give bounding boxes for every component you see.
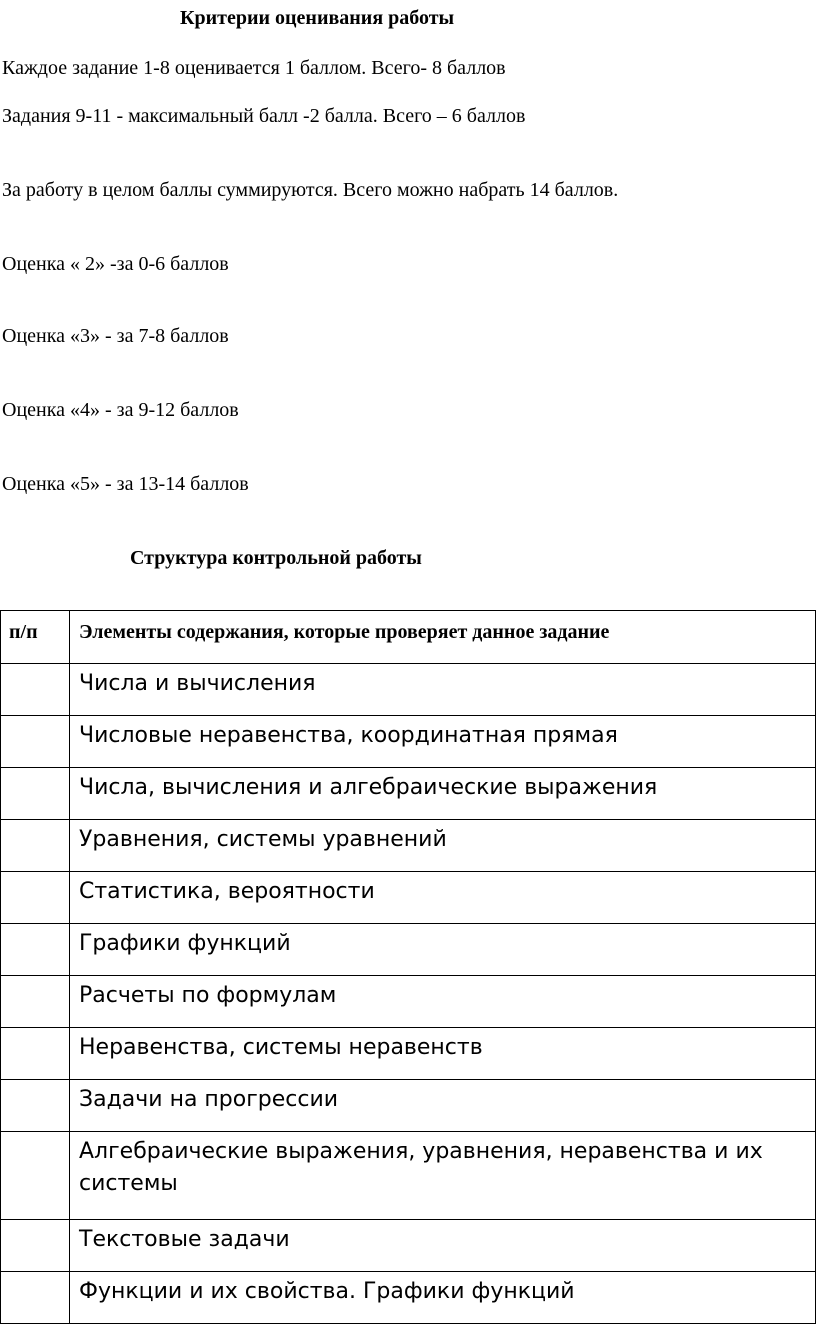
table-row bbox=[1, 820, 816, 872]
structure-title: Структура контрольной работы bbox=[130, 547, 422, 569]
table-row bbox=[1, 1132, 816, 1220]
row-text-cell: Числовые неравенства, координатная прямая bbox=[70, 716, 816, 768]
criteria-line-2: Задания 9-11 - максимальный балл -2 балла. Всего – 6 баллов bbox=[2, 105, 526, 127]
row-text-cell: Числа и вычисления bbox=[70, 664, 816, 716]
table-row bbox=[1, 1028, 816, 1080]
row-text-cell: Графики функций bbox=[70, 924, 816, 976]
row-number-cell bbox=[1, 1080, 70, 1132]
grade-4-line: Оценка «4» - за 9-12 баллов bbox=[2, 399, 239, 421]
row-number-cell bbox=[1, 924, 70, 976]
row-text-cell: Числа, вычисления и алгебраические выражения bbox=[70, 768, 816, 820]
header-content-elements: Элементы содержания, которые проверяет данное задание bbox=[70, 611, 816, 664]
grade-5-line: Оценка «5» - за 13-14 баллов bbox=[2, 473, 249, 495]
row-number-cell bbox=[1, 1028, 70, 1080]
table-row bbox=[1, 924, 816, 976]
criteria-line-3: За работу в целом баллы суммируются. Всего можно набрать 14 баллов. bbox=[2, 179, 619, 201]
table-row bbox=[1, 872, 816, 924]
row-text-cell: Функции и их свойства. Графики функций bbox=[70, 1272, 816, 1324]
row-number-cell bbox=[1, 768, 70, 820]
table-row bbox=[1, 664, 816, 716]
table-header-row bbox=[1, 611, 816, 664]
grade-2-line: Оценка « 2» -за 0-6 баллов bbox=[2, 253, 229, 275]
row-text-cell: Статистика, вероятности bbox=[70, 872, 816, 924]
row-number-cell bbox=[1, 1132, 70, 1220]
grade-3-line: Оценка «3» - за 7-8 баллов bbox=[2, 325, 229, 347]
row-number-cell bbox=[1, 664, 70, 716]
table-row bbox=[1, 716, 816, 768]
table-row bbox=[1, 1080, 816, 1132]
row-number-cell bbox=[1, 1220, 70, 1272]
row-text-cell: Уравнения, системы уравнений bbox=[70, 820, 816, 872]
row-number-cell bbox=[1, 716, 70, 768]
table-row bbox=[1, 768, 816, 820]
row-number-cell bbox=[1, 1272, 70, 1324]
row-text-cell: Расчеты по формулам bbox=[70, 976, 816, 1028]
criteria-line-1: Каждое задание 1-8 оценивается 1 баллом. Всего- 8 баллов bbox=[2, 57, 506, 79]
row-text-cell: Задачи на прогрессии bbox=[70, 1080, 816, 1132]
row-text-cell: Текстовые задачи bbox=[70, 1220, 816, 1272]
header-number: п/п bbox=[1, 611, 70, 664]
row-number-cell bbox=[1, 976, 70, 1028]
row-text-cell: Неравенства, системы неравенств bbox=[70, 1028, 816, 1080]
table-row bbox=[1, 976, 816, 1028]
table-row bbox=[1, 1220, 816, 1272]
criteria-title: Критерии оценивания работы bbox=[180, 7, 455, 29]
structure-table bbox=[0, 610, 816, 1324]
row-number-cell bbox=[1, 872, 70, 924]
row-number-cell bbox=[1, 820, 70, 872]
row-text-cell: Алгебраические выражения, уравнения, неравенства и их системы bbox=[70, 1132, 816, 1220]
table-row bbox=[1, 1272, 816, 1324]
